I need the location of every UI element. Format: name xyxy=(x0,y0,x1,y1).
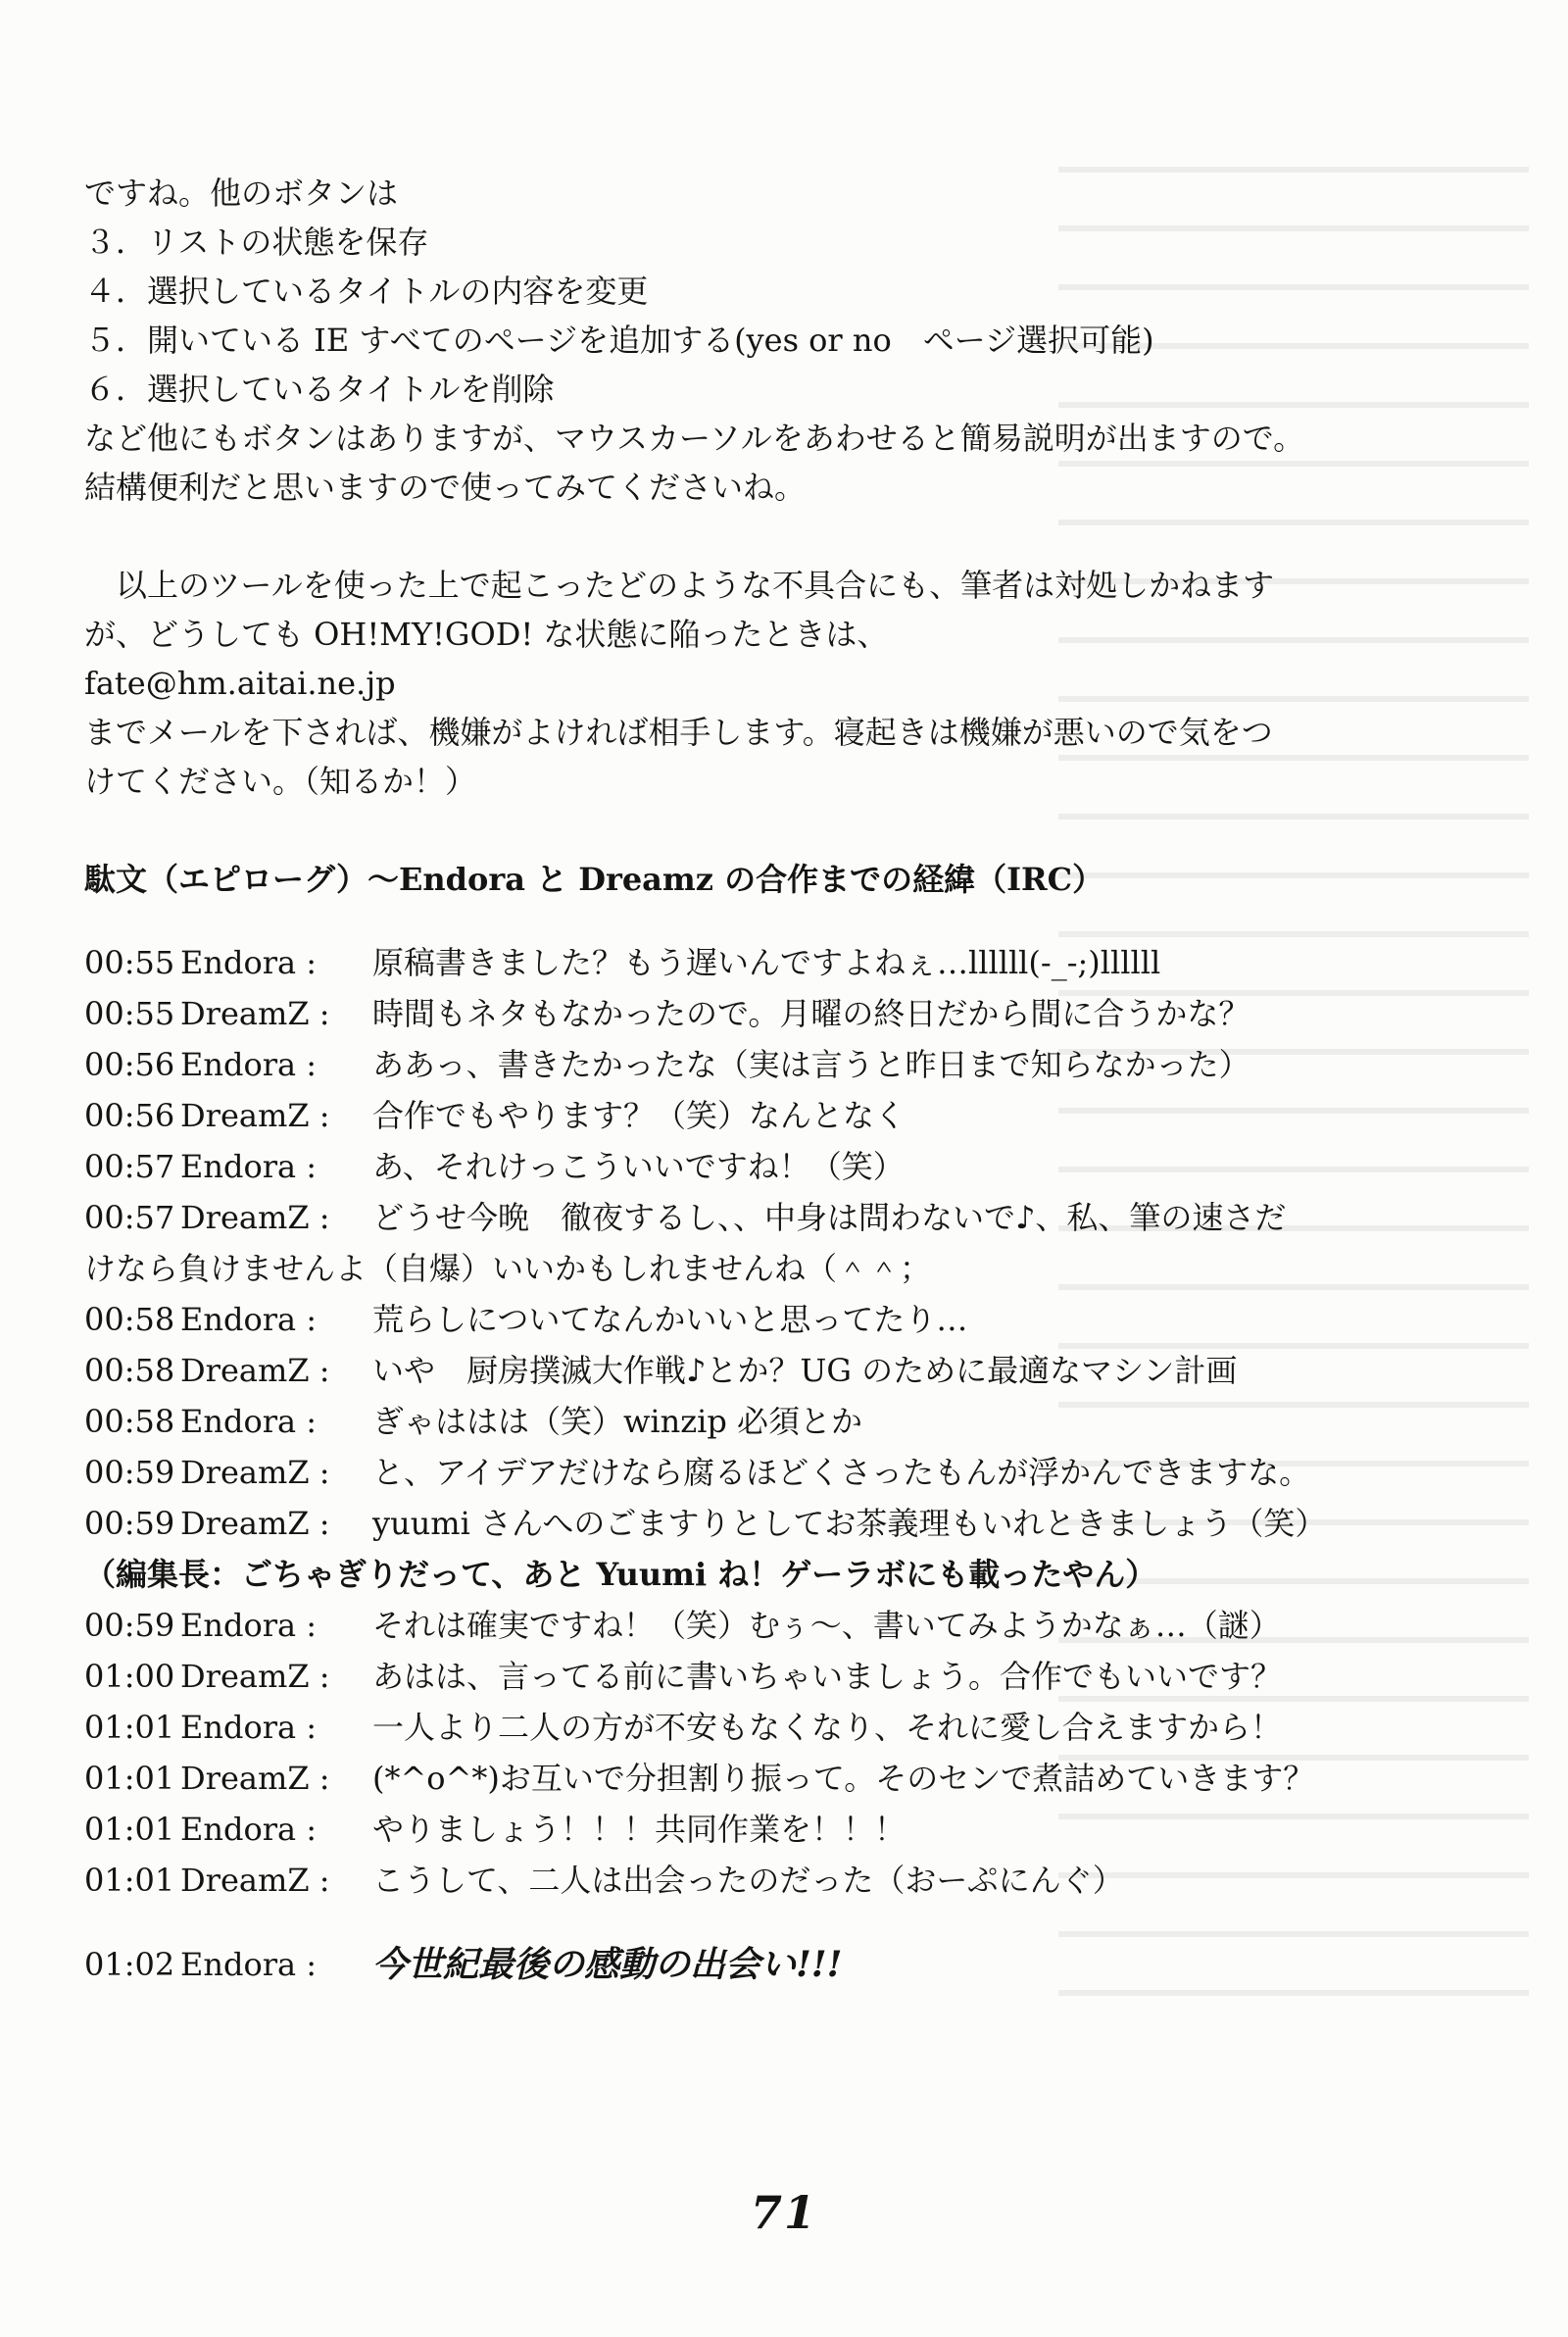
log-message: 合作でもやります？（笑）なんとなく xyxy=(372,1097,906,1134)
editor-note: （編集長：ごちゃぎりだって、あと Yuumi ね！ゲーラボにも載ったやん） xyxy=(84,1556,1157,1593)
log-entry xyxy=(84,1141,1437,1192)
log-entry xyxy=(84,1855,1437,1906)
log-entry xyxy=(84,1651,1437,1702)
log-nick: Endora : xyxy=(180,944,318,981)
log-message: 原稿書きました？もう遅いんですよねぇ…llllll(-_-;)llllll xyxy=(372,944,1161,981)
intro-line: 結構便利だと思いますので使ってみてくださいね。 xyxy=(84,469,807,506)
intro-line: ４．選択しているタイトルの内容を変更 xyxy=(84,273,649,310)
disclaimer-line: けてください。（知るか！） xyxy=(84,763,477,800)
intro-line: ですね。他のボタンは xyxy=(84,174,399,212)
log-nick: Endora : xyxy=(180,1607,318,1644)
log-time: 00:55 xyxy=(84,944,175,981)
log-nick: DreamZ : xyxy=(180,1862,330,1899)
log-time: 01:01 xyxy=(84,1811,175,1848)
log-nick: Endora : xyxy=(180,1301,318,1338)
log-time: 00:55 xyxy=(84,995,175,1032)
intro-line: ５．開いている IE すべてのページを追加する(yes or no ページ選択可能) xyxy=(84,322,1154,359)
log-nick: Endora : xyxy=(180,1709,318,1746)
epilogue-heading: 駄文（エピローグ）～Endora と Dreamz の合作までの経緯（IRC） xyxy=(84,861,1104,898)
paragraph-gap xyxy=(84,512,1437,561)
log-message: やりましょう！！！共同作業を！！！ xyxy=(372,1811,906,1848)
log-time: 00:58 xyxy=(84,1352,175,1389)
log-message: ぎゃははは（笑）winzip 必須とか xyxy=(372,1403,862,1440)
log-time: 00:59 xyxy=(84,1505,175,1542)
log-time: 01:02 xyxy=(84,1946,175,1983)
log-message: けなら負けませんよ（自爆）いいかもしれませんね（＾＾； xyxy=(84,1250,932,1287)
paragraph-gap xyxy=(84,1906,1437,1939)
log-time: 01:00 xyxy=(84,1658,175,1695)
page-content xyxy=(84,169,1437,1990)
log-time: 00:59 xyxy=(84,1607,175,1644)
log-message: いや 厨房撲滅大作戦♪とか？UG のために最適なマシン計画 xyxy=(372,1352,1238,1389)
log-nick: DreamZ : xyxy=(180,1199,330,1236)
log-entry xyxy=(84,1498,1437,1549)
log-nick: Endora : xyxy=(180,1403,318,1440)
log-message: yuumi さんへのごますりとしてお茶義理もいれときましょう（笑） xyxy=(372,1505,1327,1542)
log-message: どうせ今晩 徹夜するし、、中身は問わないで♪、私、筆の速さだ xyxy=(372,1199,1287,1236)
log-entry xyxy=(84,1090,1437,1141)
log-entry xyxy=(84,1804,1437,1855)
log-nick: Endora : xyxy=(180,1946,318,1983)
log-entry-continuation xyxy=(84,1243,1437,1294)
log-nick: DreamZ : xyxy=(180,1658,330,1695)
log-entry xyxy=(84,1396,1437,1447)
log-entry xyxy=(84,1600,1437,1651)
log-entry xyxy=(84,1192,1437,1243)
log-nick: DreamZ : xyxy=(180,995,330,1032)
intro-line: ３．リストの状態を保存 xyxy=(84,224,429,261)
log-message: 一人より二人の方が不安もなくなり、それに愛し合えますから！ xyxy=(372,1709,1283,1746)
log-time: 00:56 xyxy=(84,1046,175,1083)
log-message: それは確実ですね！（笑）むぅ～、書いてみようかなぁ…（謎） xyxy=(372,1607,1281,1644)
irc-log xyxy=(84,937,1437,1990)
log-entry xyxy=(84,937,1437,988)
log-entry xyxy=(84,1345,1437,1396)
log-message: と、アイデアだけなら腐るほどくさったもんが浮かんできますな。 xyxy=(372,1454,1311,1491)
log-entry-final xyxy=(84,1939,1437,1990)
log-time: 00:57 xyxy=(84,1199,175,1236)
log-nick: Endora : xyxy=(180,1811,318,1848)
log-time: 01:01 xyxy=(84,1760,175,1797)
log-time: 00:58 xyxy=(84,1403,175,1440)
log-nick: DreamZ : xyxy=(180,1097,330,1134)
log-time: 00:56 xyxy=(84,1097,175,1134)
log-time: 01:01 xyxy=(84,1862,175,1899)
log-message: あ、それけっこういいですね！（笑） xyxy=(372,1148,905,1185)
log-message: 荒らしについてなんかいいと思ってたり… xyxy=(372,1301,968,1338)
disclaimer-line: までメールを下されば、機嫌がよければ相手します。寝起きは機嫌が悪いので気をつ xyxy=(84,714,1273,751)
log-message: (*^o^*)お互いで分担割り振って。そのセンで煮詰めていきます？ xyxy=(372,1760,1315,1797)
log-nick: DreamZ : xyxy=(180,1352,330,1389)
log-time: 00:57 xyxy=(84,1148,175,1185)
log-nick: DreamZ : xyxy=(180,1760,330,1797)
disclaimer-line: 以上のツールを使った上で起こったどのような不具合にも、筆者は対処しかねます xyxy=(84,567,1275,604)
log-time: 01:01 xyxy=(84,1709,175,1746)
log-entry xyxy=(84,988,1437,1039)
log-entry xyxy=(84,1294,1437,1345)
page-number: 71 xyxy=(750,2186,817,2239)
log-nick: Endora : xyxy=(180,1148,318,1185)
paragraph-gap xyxy=(84,904,1437,937)
log-entry xyxy=(84,1039,1437,1090)
log-message: あはは、言ってる前に書いちゃいましょう。合作でもいいです？ xyxy=(372,1658,1283,1695)
email-address: fate@hm.aitai.ne.jp xyxy=(84,665,396,702)
log-entry xyxy=(84,1702,1437,1753)
disclaimer-section xyxy=(84,561,1437,806)
log-message-emphasis: 今世紀最後の感動の出会い!!! xyxy=(372,1944,843,1985)
log-entry xyxy=(84,1753,1437,1804)
log-message: ああっ、書きたかったな（実は言うと昨日まで知らなかった） xyxy=(372,1046,1250,1083)
log-entry xyxy=(84,1447,1437,1498)
intro-line: ６．選択しているタイトルを削除 xyxy=(84,371,555,408)
log-message: こうして、二人は出会ったのだった（おーぷにんぐ） xyxy=(372,1862,1124,1899)
log-nick: DreamZ : xyxy=(180,1454,330,1491)
log-message: 時間もネタもなかったので。月曜の終日だから間に合うかな？ xyxy=(372,995,1250,1032)
intro-line: など他にもボタンはありますが、マウスカーソルをあわせると簡易説明が出ますので。 xyxy=(84,420,1305,457)
log-nick: Endora : xyxy=(180,1046,318,1083)
log-time: 00:58 xyxy=(84,1301,175,1338)
log-nick: DreamZ : xyxy=(180,1505,330,1542)
disclaimer-line: が、どうしても OH!MY!GOD! な状態に陥ったときは、 xyxy=(84,616,889,653)
intro-section xyxy=(84,169,1437,512)
paragraph-gap xyxy=(84,806,1437,855)
log-time: 00:59 xyxy=(84,1454,175,1491)
